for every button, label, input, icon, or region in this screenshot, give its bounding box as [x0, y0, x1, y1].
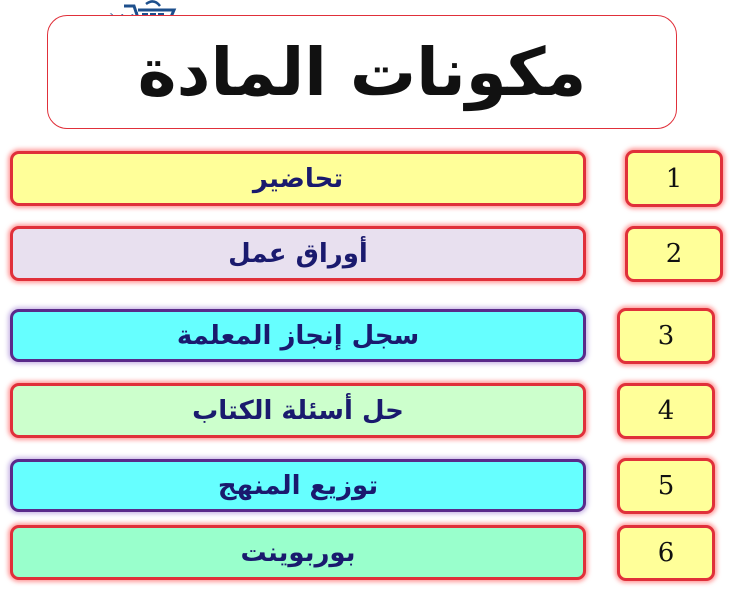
component-number: 2: [665, 239, 683, 269]
component-number: 4: [657, 396, 675, 426]
component-number-1: [625, 150, 723, 207]
page-title: مكونات المادة: [137, 33, 587, 111]
component-label: تحاضير: [252, 163, 344, 194]
component-label: أوراق عمل: [228, 238, 368, 269]
component-number-4: [617, 383, 715, 439]
component-number: 6: [657, 538, 675, 568]
component-label: توزيع المنهج: [217, 470, 379, 501]
component-label: بوربوينت: [240, 537, 356, 568]
title-box: [47, 15, 677, 129]
component-item-3: [10, 309, 586, 362]
component-number-3: [617, 308, 715, 364]
component-item-2: [10, 226, 586, 281]
component-label: سجل إنجاز المعلمة: [176, 320, 420, 351]
component-number-2: [625, 226, 723, 282]
component-number: 1: [665, 163, 683, 194]
component-item-6: [10, 525, 586, 580]
component-number: 3: [657, 321, 675, 351]
component-item-1: [10, 151, 586, 206]
component-label: حل أسئلة الكتاب: [192, 395, 404, 426]
component-item-5: [10, 459, 586, 512]
component-number-5: [617, 458, 715, 514]
component-item-4: [10, 383, 586, 438]
component-number: 5: [657, 471, 675, 501]
component-number-6: [617, 525, 715, 581]
